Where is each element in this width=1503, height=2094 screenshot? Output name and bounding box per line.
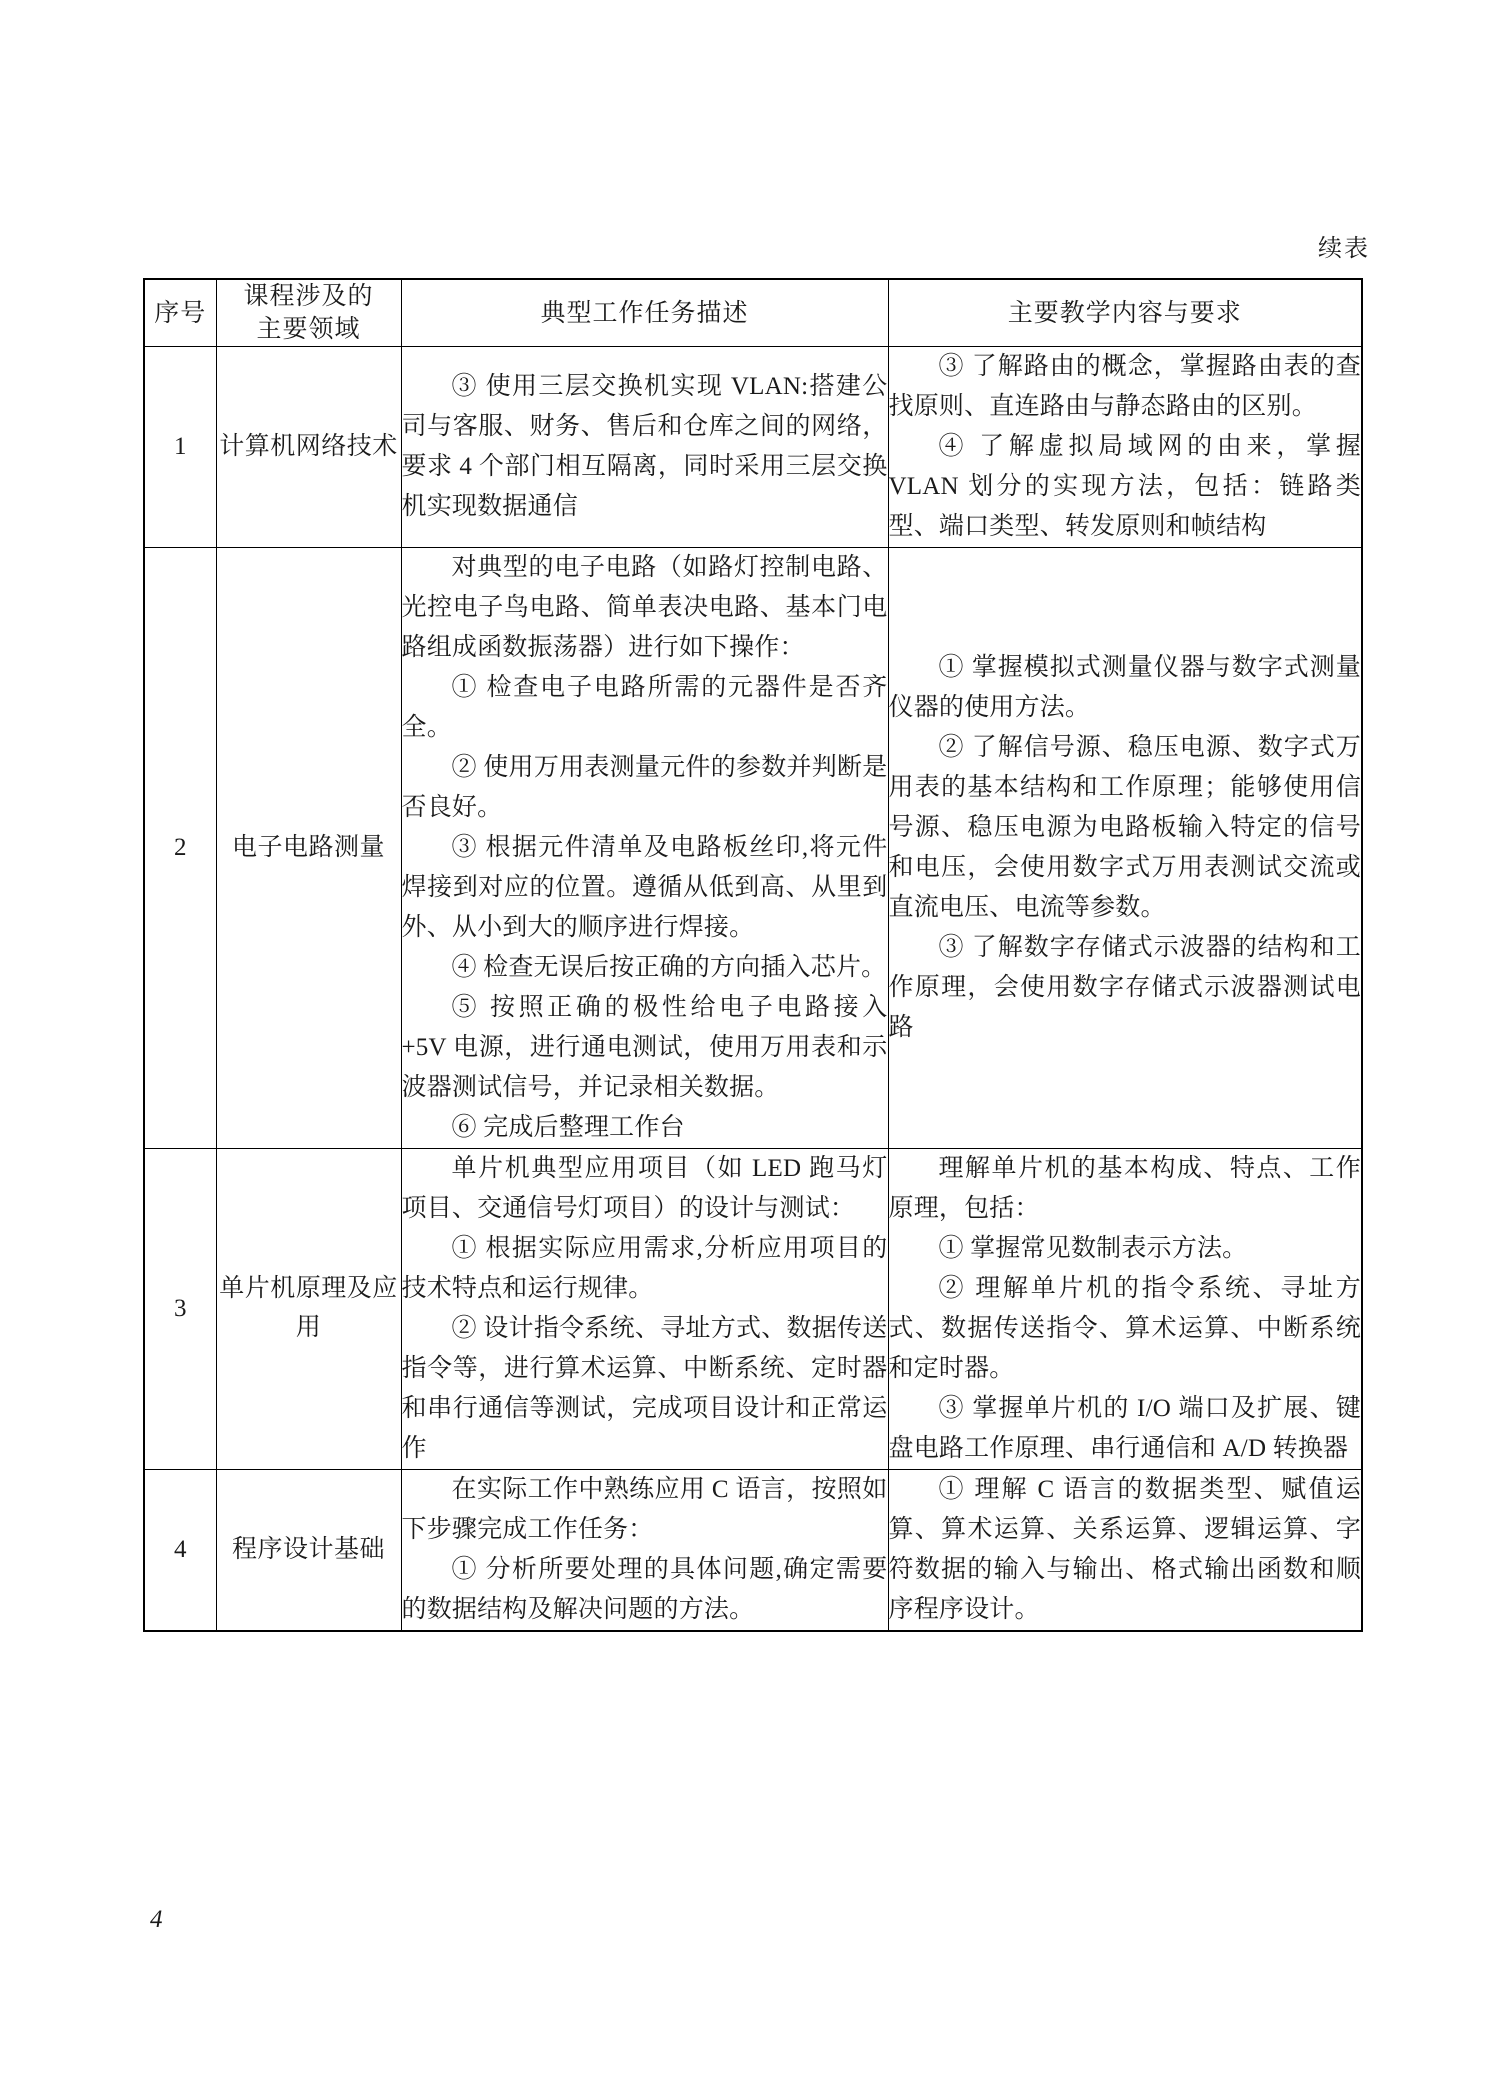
cell-sequence-number: 3: [144, 1149, 216, 1470]
paragraph: ③ 使用三层交换机实现 VLAN:搭建公司与客服、财务、售后和仓库之间的网络，要求 4 个部门相互隔离，同时采用三层交换机实现数据通信: [401, 373, 888, 520]
column-header-area-line1: 课程涉及的: [243, 283, 374, 310]
paragraph: ① 掌握常见数制表示方法。: [938, 1235, 1248, 1262]
cell-course-area: 电子电路测量: [216, 548, 401, 1149]
paragraph: ② 了解信号源、稳压电源、数字式万用表的基本结构和工作原理；能够使用信号源、稳压电源为电路板输入特定的信号和电压，会使用数字式万用表测试交流或直流电压、电流等参数。: [888, 734, 1361, 921]
paragraph: 理解单片机的基本构成、特点、工作原理，包括：: [888, 1155, 1361, 1222]
column-header-area: [216, 279, 401, 347]
paragraph: ① 检查电子电路所需的元器件是否齐全。: [401, 674, 888, 741]
paragraph: ① 根据实际应用需求,分析应用项目的技术特点和运行规律。: [401, 1235, 888, 1302]
cell-teaching-content: [888, 1470, 1362, 1632]
column-header-no: [144, 279, 216, 347]
paragraph: 单片机典型应用项目（如 LED 跑马灯项目、交通信号灯项目）的设计与测试：: [401, 1155, 888, 1222]
paragraph: ⑥ 完成后整理工作台: [451, 1114, 685, 1141]
cell-teaching-content: [888, 347, 1362, 548]
running-head-continued-table: 续表: [1318, 236, 1370, 262]
table-body: [144, 347, 1362, 1632]
cell-teaching-content: [888, 1149, 1362, 1470]
paragraph: ① 掌握模拟式测量仪器与数字式测量仪器的使用方法。: [888, 654, 1361, 721]
table-row: [144, 548, 1362, 1149]
paragraph: ① 理解 C 语言的数据类型、赋值运算、算术运算、关系运算、逻辑运算、字符数据的输入与输出、格式输出函数和顺序程序设计。: [888, 1476, 1361, 1623]
table-header-row: [144, 279, 1362, 347]
cell-task-description: [401, 1470, 888, 1632]
column-header-task-text: 典型工作任务描述: [540, 299, 749, 327]
column-header-teaching-text: 主要教学内容与要求: [1007, 299, 1242, 327]
cell-task-description: [401, 1149, 888, 1470]
paragraph: ③ 掌握单片机的 I/O 端口及扩展、键盘电路工作原理、串行通信和 A/D 转换器: [888, 1395, 1361, 1462]
table-header: [144, 279, 1362, 347]
paragraph: ⑤ 按照正确的极性给电子电路接入 +5V 电源，进行通电测试，使用万用表和示波器测试信号，并记录相关数据。: [401, 994, 888, 1101]
paragraph: ① 分析所要处理的具体问题,确定需要的数据结构及解决问题的方法。: [401, 1556, 888, 1623]
column-header-no-text: 序号: [154, 299, 207, 327]
page-number: 4: [150, 1906, 163, 1933]
cell-course-area: 程序设计基础: [216, 1470, 401, 1632]
cell-course-area: 计算机网络技术: [216, 347, 401, 548]
cell-sequence-number: 1: [144, 347, 216, 548]
cell-sequence-number: 4: [144, 1470, 216, 1632]
paragraph: ③ 了解路由的概念，掌握路由表的查找原则、直连路由与静态路由的区别。: [888, 353, 1361, 420]
curriculum-table-wrapper: [143, 278, 1361, 1632]
table-row: [144, 347, 1362, 548]
cell-sequence-number: 2: [144, 548, 216, 1149]
paragraph: 对典型的电子电路（如路灯控制电路、光控电子鸟电路、简单表决电路、基本门电路组成函数振荡器）进行如下操作：: [401, 554, 888, 661]
paragraph: ② 设计指令系统、寻址方式、数据传送指令等，进行算术运算、中断系统、定时器和串行通信等测试，完成项目设计和正常运作: [401, 1315, 888, 1462]
paragraph: ③ 了解数字存储式示波器的结构和工作原理，会使用数字存储式示波器测试电路: [888, 934, 1361, 1041]
column-header-teaching: [888, 279, 1362, 347]
paragraph: ② 理解单片机的指令系统、寻址方式、数据传送指令、算术运算、中断系统和定时器。: [888, 1275, 1361, 1382]
paragraph: ③ 根据元件清单及电路板丝印,将元件焊接到对应的位置。遵循从低到高、从里到外、从小到大的顺序进行焊接。: [401, 834, 888, 941]
paragraph: ④ 了解虚拟局域网的由来，掌握 VLAN 划分的实现方法，包括：链路类型、端口类型、转发原则和帧结构: [888, 433, 1361, 540]
table-row: [144, 1149, 1362, 1470]
column-header-task: [401, 279, 888, 347]
cell-task-description: [401, 548, 888, 1149]
curriculum-table: [143, 278, 1363, 1632]
cell-task-description: [401, 347, 888, 548]
table-row: [144, 1470, 1362, 1632]
cell-course-area: 单片机原理及应用: [216, 1149, 401, 1470]
column-header-area-line2: 主要领域: [256, 316, 361, 343]
paragraph: ④ 检查无误后按正确的方向插入芯片。: [451, 954, 887, 981]
paragraph: 在实际工作中熟练应用 C 语言，按照如下步骤完成工作任务：: [401, 1476, 888, 1543]
cell-teaching-content: [888, 548, 1362, 1149]
paragraph: ② 使用万用表测量元件的参数并判断是否良好。: [401, 754, 888, 821]
